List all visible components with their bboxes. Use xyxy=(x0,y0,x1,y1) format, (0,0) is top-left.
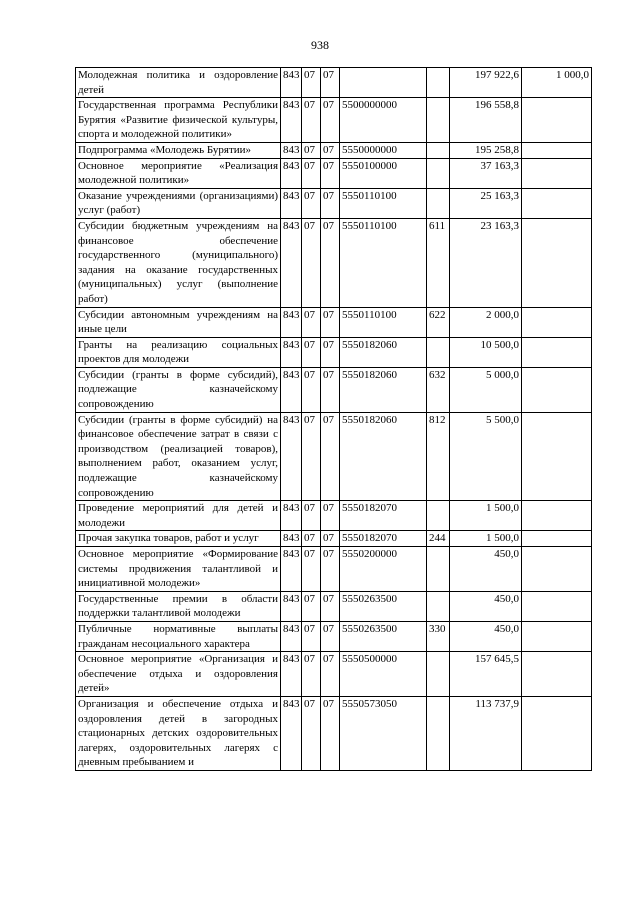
amount-second-cell xyxy=(522,621,592,651)
ministry-code-cell: 843 xyxy=(281,98,302,143)
expense-type-cell: 812 xyxy=(427,412,450,501)
ministry-code-cell: 843 xyxy=(281,696,302,770)
section-code-cell: 07 xyxy=(302,337,321,367)
expense-type-cell xyxy=(427,337,450,367)
section-code-cell: 07 xyxy=(302,412,321,501)
table-row xyxy=(76,367,592,412)
amount-second-cell xyxy=(522,307,592,337)
table-row xyxy=(76,652,592,697)
amount-cell: 23 163,3 xyxy=(450,218,522,307)
target-article-cell: 5550200000 xyxy=(340,547,427,592)
expense-type-cell xyxy=(427,188,450,218)
subsection-code-cell: 07 xyxy=(321,501,340,531)
row-name-cell: Субсидии автономным учреждениям на иные цели xyxy=(76,307,281,337)
section-code-cell: 07 xyxy=(302,188,321,218)
ministry-code-cell: 843 xyxy=(281,142,302,158)
amount-cell: 25 163,3 xyxy=(450,188,522,218)
expense-type-cell xyxy=(427,547,450,592)
table-row xyxy=(76,696,592,770)
row-name-cell: Основное мероприятие «Формирование системы продвижения талантливой и инициативной молодежи» xyxy=(76,547,281,592)
expense-type-cell xyxy=(427,591,450,621)
target-article-cell: 5550263500 xyxy=(340,591,427,621)
section-code-cell: 07 xyxy=(302,547,321,592)
section-code-cell: 07 xyxy=(302,98,321,143)
ministry-code-cell: 843 xyxy=(281,412,302,501)
amount-second-cell xyxy=(522,337,592,367)
target-article-cell: 5550263500 xyxy=(340,621,427,651)
ministry-code-cell: 843 xyxy=(281,531,302,547)
target-article-cell: 5550110100 xyxy=(340,307,427,337)
section-code-cell: 07 xyxy=(302,218,321,307)
amount-second-cell xyxy=(522,158,592,188)
amount-cell: 450,0 xyxy=(450,547,522,592)
subsection-code-cell: 07 xyxy=(321,307,340,337)
row-name-cell: Оказание учреждениями (организациями) услуг (работ) xyxy=(76,188,281,218)
amount-cell: 1 500,0 xyxy=(450,531,522,547)
section-code-cell: 07 xyxy=(302,501,321,531)
amount-second-cell xyxy=(522,188,592,218)
target-article-cell: 5550182060 xyxy=(340,337,427,367)
amount-second-cell: 1 000,0 xyxy=(522,68,592,98)
target-article-cell: 5550110100 xyxy=(340,218,427,307)
section-code-cell: 07 xyxy=(302,367,321,412)
expense-type-cell: 611 xyxy=(427,218,450,307)
amount-cell: 10 500,0 xyxy=(450,337,522,367)
amount-second-cell xyxy=(522,412,592,501)
ministry-code-cell: 843 xyxy=(281,367,302,412)
table-row xyxy=(76,337,592,367)
row-name-cell: Проведение мероприятий для детей и молодежи xyxy=(76,501,281,531)
subsection-code-cell: 07 xyxy=(321,188,340,218)
amount-second-cell xyxy=(522,652,592,697)
section-code-cell: 07 xyxy=(302,621,321,651)
target-article-cell: 5550000000 xyxy=(340,142,427,158)
subsection-code-cell: 07 xyxy=(321,367,340,412)
section-code-cell: 07 xyxy=(302,142,321,158)
table-row xyxy=(76,307,592,337)
ministry-code-cell: 843 xyxy=(281,501,302,531)
target-article-cell: 5550182070 xyxy=(340,531,427,547)
ministry-code-cell: 843 xyxy=(281,307,302,337)
row-name-cell: Государственные премии в области поддержки талантливой молодежи xyxy=(76,591,281,621)
amount-second-cell xyxy=(522,591,592,621)
subsection-code-cell: 07 xyxy=(321,142,340,158)
section-code-cell: 07 xyxy=(302,652,321,697)
ministry-code-cell: 843 xyxy=(281,652,302,697)
table-row xyxy=(76,547,592,592)
target-article-cell: 5550182060 xyxy=(340,412,427,501)
row-name-cell: Субсидии бюджетным учреждениям на финансовое обеспечение государственного (муниципального) задания на оказание государственных (муниципальных) услуг (выполнение работ) xyxy=(76,218,281,307)
expense-type-cell: 330 xyxy=(427,621,450,651)
table-row xyxy=(76,68,592,98)
expense-type-cell xyxy=(427,142,450,158)
ministry-code-cell: 843 xyxy=(281,188,302,218)
table-row xyxy=(76,591,592,621)
subsection-code-cell: 07 xyxy=(321,68,340,98)
expense-type-cell xyxy=(427,98,450,143)
target-article-cell: 5500000000 xyxy=(340,98,427,143)
amount-cell: 5 000,0 xyxy=(450,367,522,412)
ministry-code-cell: 843 xyxy=(281,337,302,367)
subsection-code-cell: 07 xyxy=(321,98,340,143)
row-name-cell: Публичные нормативные выплаты гражданам несоциального характера xyxy=(76,621,281,651)
row-name-cell: Государственная программа Республики Бурятия «Развитие физической культуры, спорта и молодежной политики» xyxy=(76,98,281,143)
target-article-cell: 5550500000 xyxy=(340,652,427,697)
budget-table xyxy=(75,67,592,771)
amount-cell: 1 500,0 xyxy=(450,501,522,531)
amount-cell: 450,0 xyxy=(450,621,522,651)
table-row xyxy=(76,188,592,218)
target-article-cell: 5550182060 xyxy=(340,367,427,412)
expense-type-cell xyxy=(427,696,450,770)
ministry-code-cell: 843 xyxy=(281,218,302,307)
section-code-cell: 07 xyxy=(302,591,321,621)
row-name-cell: Молодежная политика и оздоровление детей xyxy=(76,68,281,98)
subsection-code-cell: 07 xyxy=(321,547,340,592)
table-row xyxy=(76,218,592,307)
ministry-code-cell: 843 xyxy=(281,547,302,592)
table-row xyxy=(76,621,592,651)
section-code-cell: 07 xyxy=(302,68,321,98)
ministry-code-cell: 843 xyxy=(281,68,302,98)
section-code-cell: 07 xyxy=(302,307,321,337)
expense-type-cell: 622 xyxy=(427,307,450,337)
row-name-cell: Подпрограмма «Молодежь Бурятии» xyxy=(76,142,281,158)
table-row xyxy=(76,531,592,547)
expense-type-cell xyxy=(427,501,450,531)
subsection-code-cell: 07 xyxy=(321,158,340,188)
table-row xyxy=(76,98,592,143)
row-name-cell: Субсидии (гранты в форме субсидий), подлежащие казначейскому сопровождению xyxy=(76,367,281,412)
section-code-cell: 07 xyxy=(302,696,321,770)
page-number: 938 xyxy=(311,38,329,52)
expense-type-cell: 632 xyxy=(427,367,450,412)
row-name-cell: Прочая закупка товаров, работ и услуг xyxy=(76,531,281,547)
row-name-cell: Организация и обеспечение отдыха и оздоровления детей в загородных стационарных детских оздоровительных лагерях, оздоровительных лагерях с дневным пребыванием и xyxy=(76,696,281,770)
row-name-cell: Субсидии (гранты в форме субсидий) на финансовое обеспечение затрат в связи с производством (реализацией товаров), выполнением работ, оказанием услуг, подлежащие казначейскому сопровождению xyxy=(76,412,281,501)
amount-cell: 450,0 xyxy=(450,591,522,621)
expense-type-cell xyxy=(427,68,450,98)
section-code-cell: 07 xyxy=(302,531,321,547)
subsection-code-cell: 07 xyxy=(321,412,340,501)
ministry-code-cell: 843 xyxy=(281,621,302,651)
subsection-code-cell: 07 xyxy=(321,337,340,367)
amount-second-cell xyxy=(522,218,592,307)
ministry-code-cell: 843 xyxy=(281,158,302,188)
subsection-code-cell: 07 xyxy=(321,531,340,547)
table-row xyxy=(76,501,592,531)
row-name-cell: Основное мероприятие «Реализация молодежной политики» xyxy=(76,158,281,188)
amount-cell: 157 645,5 xyxy=(450,652,522,697)
amount-cell: 196 558,8 xyxy=(450,98,522,143)
target-article-cell: 5550100000 xyxy=(340,158,427,188)
table-row xyxy=(76,412,592,501)
amount-second-cell xyxy=(522,98,592,143)
expense-type-cell: 244 xyxy=(427,531,450,547)
row-name-cell: Основное мероприятие «Организация и обеспечение отдыха и оздоровления детей» xyxy=(76,652,281,697)
amount-cell: 2 000,0 xyxy=(450,307,522,337)
subsection-code-cell: 07 xyxy=(321,591,340,621)
row-name-cell: Гранты на реализацию социальных проектов для молодежи xyxy=(76,337,281,367)
table-row xyxy=(76,158,592,188)
subsection-code-cell: 07 xyxy=(321,218,340,307)
expense-type-cell xyxy=(427,158,450,188)
amount-cell: 195 258,8 xyxy=(450,142,522,158)
target-article-cell xyxy=(340,68,427,98)
section-code-cell: 07 xyxy=(302,158,321,188)
amount-cell: 113 737,9 xyxy=(450,696,522,770)
amount-second-cell xyxy=(522,501,592,531)
subsection-code-cell: 07 xyxy=(321,696,340,770)
amount-second-cell xyxy=(522,367,592,412)
target-article-cell: 5550110100 xyxy=(340,188,427,218)
subsection-code-cell: 07 xyxy=(321,621,340,651)
amount-second-cell xyxy=(522,547,592,592)
target-article-cell: 5550182070 xyxy=(340,501,427,531)
ministry-code-cell: 843 xyxy=(281,591,302,621)
target-article-cell: 5550573050 xyxy=(340,696,427,770)
expense-type-cell xyxy=(427,652,450,697)
amount-cell: 5 500,0 xyxy=(450,412,522,501)
amount-cell: 197 922,6 xyxy=(450,68,522,98)
amount-second-cell xyxy=(522,142,592,158)
amount-cell: 37 163,3 xyxy=(450,158,522,188)
amount-second-cell xyxy=(522,531,592,547)
table-row xyxy=(76,142,592,158)
subsection-code-cell: 07 xyxy=(321,652,340,697)
amount-second-cell xyxy=(522,696,592,770)
